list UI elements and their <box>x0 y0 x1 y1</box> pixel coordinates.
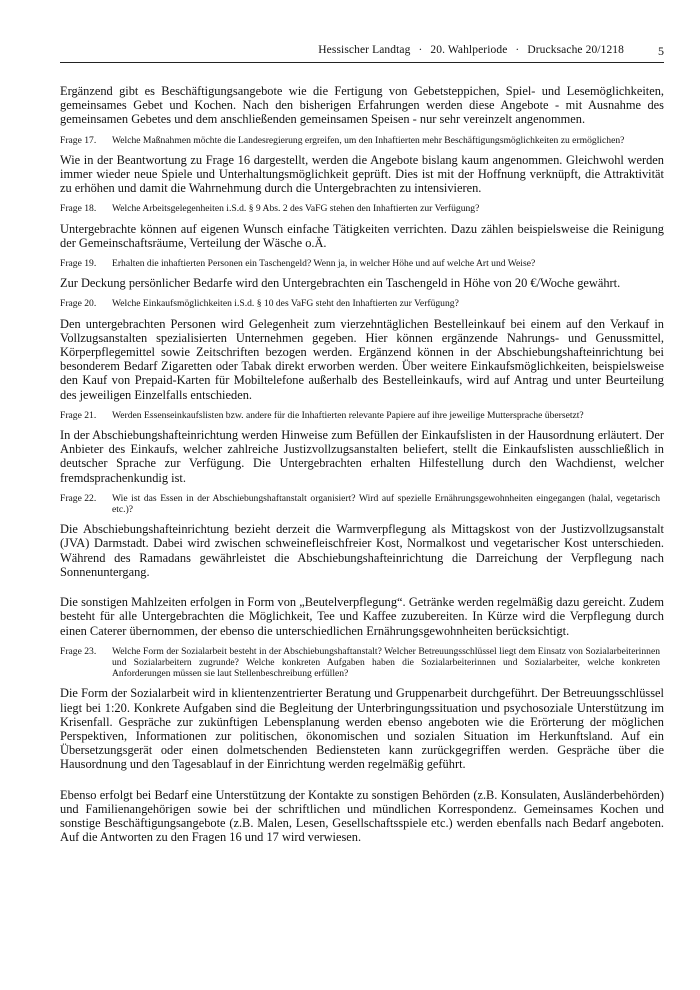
question-item <box>60 203 664 214</box>
question-number: Frage 17. <box>60 134 97 146</box>
answer-paragraph: Den untergebrachten Personen wird Gelegenheit zum vierzehntäglichen Bestelleinkauf bei einem auf den Verkauf in Vollzugsanstalten spezialisierten Unternehmen gegeben. Hier können ergänzende Nahrungs- und Genussmittel, Körperpflegemittel sowie Zeitschriften bezogen werden. Ergänzend können in der Abschiebungshafteinrichtung bei besonderem Bedarf Zigaretten oder Tabak direkt erworben werden. Über weitere Einkaufsmöglichkeiten, beispielsweise den Kauf von Prepaid-Karten für Mobiltelefone außerhalb des Bestelleinkaufs, wird auf Antrag und unter Beurteilung des jeweiligen Einzelfalls entschieden. <box>60 316 664 402</box>
question-text: Welche Einkaufsmöglichkeiten i.S.d. § 10 des VaFG steht den Inhaftierten zur Verfügung? <box>112 298 459 310</box>
question-number: Frage 20. <box>60 298 97 310</box>
question-item <box>60 410 664 421</box>
answer-paragraph: Untergebrachte können auf eigenen Wunsch einfache Tätigkeiten verrichten. Dazu zählen beispielsweise die Reinigung der Gemeinschaftsräume, Verteilung der Wäsche o.Ä. <box>60 221 664 250</box>
document-number: Drucksache 20/1218 <box>527 44 624 56</box>
answer-paragraph: Zur Deckung persönlicher Bedarfe wird den Untergebrachten ein Taschengeld in Höhe von 20 €/Woche gewährt. <box>60 276 621 291</box>
question-item <box>60 135 664 146</box>
answer-paragraph: Die Form der Sozialarbeit wird in klientenzentrierter Beratung und Gruppenarbeit durchgeführt. Der Betreuungsschlüssel liegt bei 1:20. Konkrete Aufgaben sind die Begleitung der Unterbringungssituation und psychosoziale Unterstützung im Krisenfall. Gespräche zur zukünftigen Lebensplanung werden ebenso angeboten wie die Erörterung der möglichen Perspektiven, Informationen zur politischen, ökonomischen und sozialen Situation im Herkunftsland. Auf ein Übersetzungsgerät oder einen dolmetschenden Bediensteten kann zurückgegriffen werden. Gespräche über die Hausordnung und den Tagesablauf in der Einrichtung werden regelmäßig geführt. <box>60 686 664 772</box>
question-number: Frage 23. <box>60 645 97 657</box>
question-item <box>60 646 664 680</box>
publisher-name: Hessischer Landtag <box>318 44 411 56</box>
answer-paragraph: In der Abschiebungshafteinrichtung werden Hinweise zum Befüllen der Einkaufslisten in der Hausordnung erläutert. Der Anbieter des Einkaufs, welcher zahlreiche Justizvollzugsanstalten beliefert, stellt die Einkaufslisten ausschließlich in deutscher Sprache zur Verfügung. Die Untergebrachten erhalten Hilfestellung durch den Wachdienst, welcher fremdsprachenkundig ist. <box>60 428 664 485</box>
question-item <box>60 493 664 515</box>
question-number: Frage 19. <box>60 258 97 270</box>
answer-paragraph: Die Abschiebungshafteinrichtung bezieht derzeit die Warmverpflegung als Mittagskost von der Justizvollzugsanstalt (JVA) Darmstadt. Dabei wird zwischen schweinefleischfreier Kost, Normalkost und vegetarischer Kost unterschieden. Während des Ramadans gewährleistet die Abschiebungshafteinrichtung die Darreichung der Verpflegung nach Sonnenuntergang. <box>60 522 664 579</box>
question-text: Erhalten die inhaftierten Personen ein Taschengeld? Wenn ja, in welcher Höhe und auf welche Art und Weise? <box>112 258 536 270</box>
question-number: Frage 18. <box>60 203 97 215</box>
answer-paragraph: Ebenso erfolgt bei Bedarf eine Unterstützung der Kontakte zu sonstigen Behörden (z.B. Konsulaten, Ausländerbehörden) und Familienangehörigen sowie bei der schriftlichen und mündlichen Korrespondenz. Gemeinsames Kochen und sonstige Beschäftigungsangebote (z.B. Malen, Lesen, Gesellschaftsspiele etc.) werden ebenfalls nach Bedarf angeboten. Auf die Antworten zu den Fragen 16 und 17 wird verwiesen. <box>60 787 664 845</box>
running-head <box>318 44 624 56</box>
question-text: Werden Essenseinkaufslisten bzw. andere für die Inhaftierten relevante Papiere auf ihre jeweilige Muttersprache übersetzt? <box>112 409 584 421</box>
answer-paragraph: Ergänzend gibt es Beschäftigungsangebote wie die Fertigung von Gebetsteppichen, Spiel- und Lesemöglichkeiten, gemeinsames Gebet und Kochen. Nach den bisherigen Erfahrungen werden diese Angebote - mit Ausnahme des gemeinsamen Gebetes und dem anschließenden gemeinsamen Speisen - nur sehr vereinzelt angenommen. <box>60 84 664 127</box>
legislative-period: 20. Wahlperiode <box>430 44 508 56</box>
question-text: Welche Maßnahmen möchte die Landesregierung ergreifen, um den Inhaftierten mehr Beschäftigungsmöglichkeiten zu ermöglichen? <box>112 134 625 146</box>
document-body <box>60 84 664 852</box>
question-item <box>60 258 664 269</box>
question-number: Frage 21. <box>60 409 97 421</box>
header-separator: · <box>515 44 520 56</box>
question-text: Wie ist das Essen in der Abschiebungshaftanstalt organisiert? Wird auf spezielle Ernährungsgewohnheiten eingegangen (halal, vegetarisch etc.)? <box>112 492 660 516</box>
header-separator: · <box>418 44 423 56</box>
page-header <box>60 44 664 63</box>
question-text: Welche Form der Sozialarbeit besteht in der Abschiebungshaftanstalt? Welcher Betreuungsschlüssel liegt dem Einsatz von Sozialarbeiterinnen und Sozialarbeitern zugrunde? Welche konkreten Aufgaben haben die Sozialarbeiterinnen und Sozialarbeiter, welche konkreten Anforderungen müssen sie laut Stellenbeschreibung erfüllen? <box>112 645 660 680</box>
question-item <box>60 298 664 309</box>
answer-paragraph: Wie in der Beantwortung zu Frage 16 dargestellt, werden die Angebote bislang kaum angenommen. Gleichwohl werden immer wieder neue Spiele und Unterhaltungsmöglichkeit geprüft. Dies ist mit der Hoffnung verknüpft, die Attraktivität zu erhöhen und damit die Wahrnehmung durch die Untergebrachten zu intensivieren. <box>60 152 664 196</box>
answer-paragraph: Die sonstigen Mahlzeiten erfolgen in Form von „Beutelverpflegung“. Getränke werden regelmäßig dazu gereicht. Zudem besteht für alle Untergebrachten die Möglichkeit, Tee und Kaffee zuzubereiten. In Kürze wird die Verpflegung durch einen Caterer übernommen, der ebenso die unterschiedlichen Ernährungsgewohnheiten berücksichtigt. <box>60 595 664 638</box>
question-number: Frage 22. <box>60 492 97 504</box>
question-text: Welche Arbeitsgelegenheiten i.S.d. § 9 Abs. 2 des VaFG stehen den Inhaftierten zur Verfügung? <box>112 203 480 215</box>
page-number: 5 <box>658 44 664 58</box>
